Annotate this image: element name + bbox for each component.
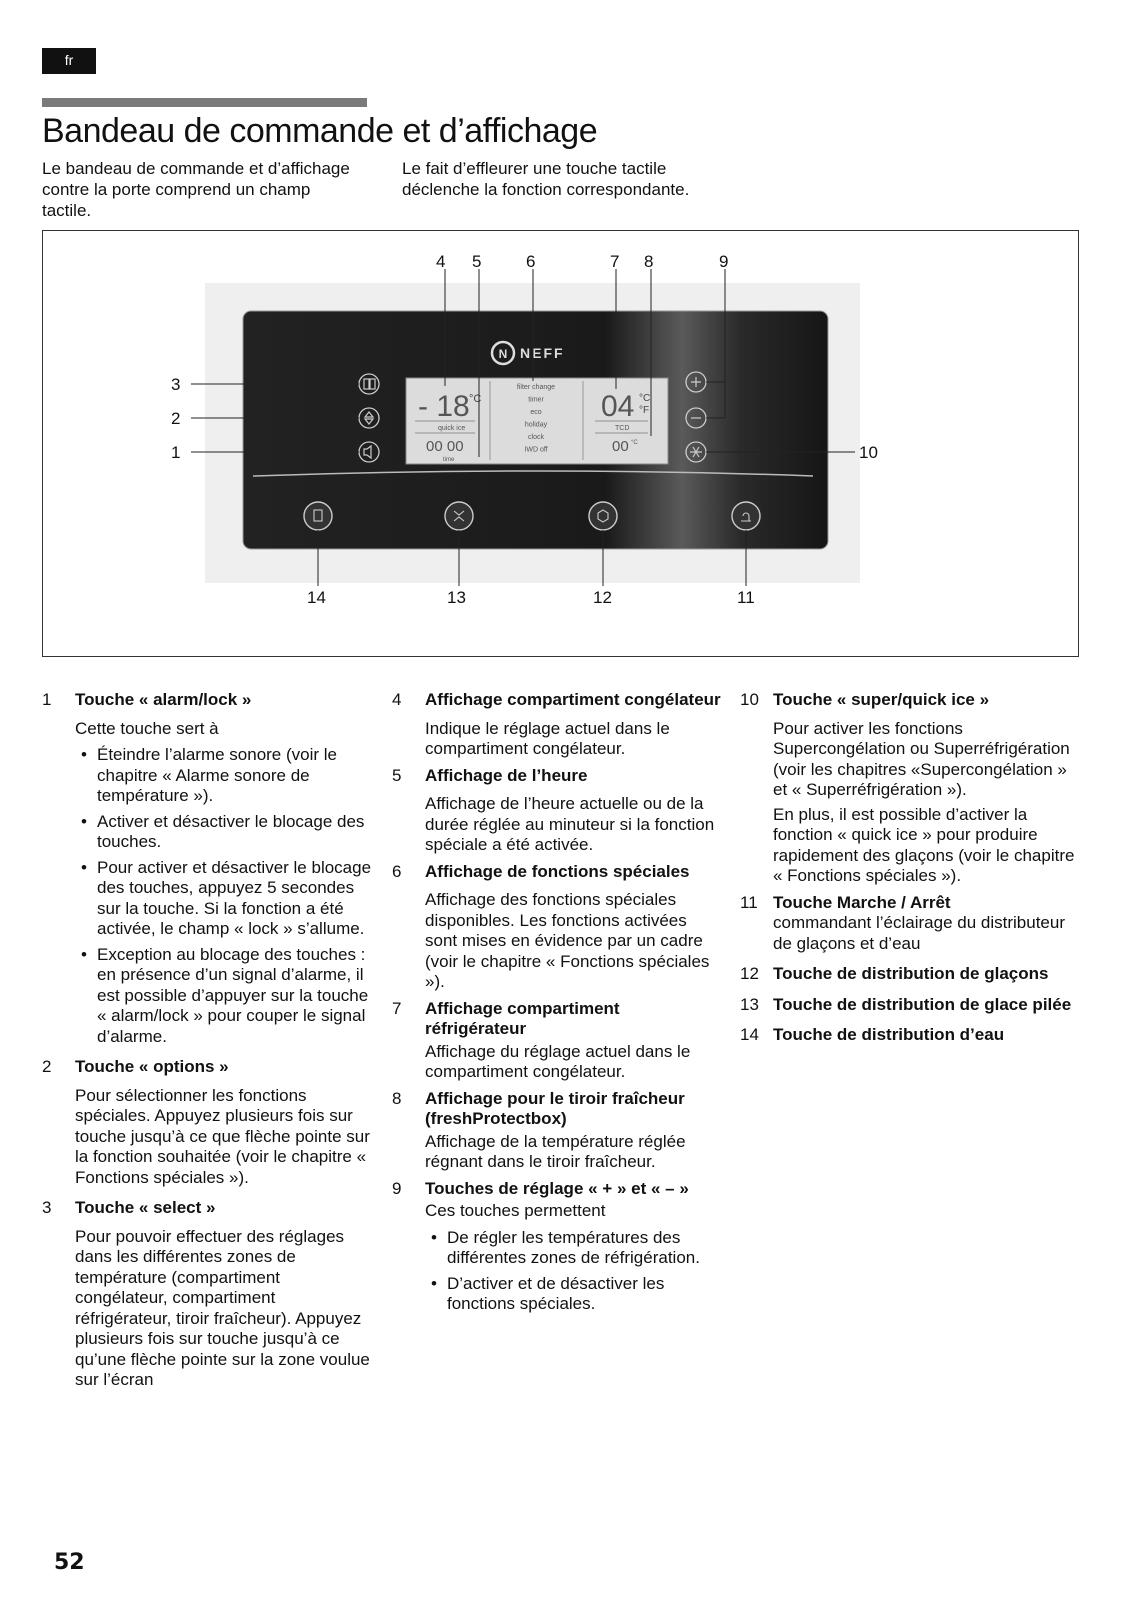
intro-left: Le bandeau de commande et d’affichage contre la porte comprend un champ tactile. bbox=[42, 159, 350, 220]
item-9 bbox=[392, 1179, 722, 1315]
callout-14: 14 bbox=[307, 588, 326, 607]
item-text: Pour sélectionner les fonctions spéciales. Appuyez plusieurs fois sur touche jusqu’à ce que flèche pointe sur la fonction souhaitée (voir le chapitre « Fonctions spéciales »). bbox=[75, 1085, 370, 1187]
item-text: Affichage de l’heure actuelle ou de la durée réglée au minuteur si la fonction spéciale a été activée. bbox=[425, 794, 715, 854]
item-7 bbox=[392, 999, 722, 1083]
bullet-list bbox=[75, 745, 372, 1047]
callout-12: 12 bbox=[593, 588, 612, 607]
crushed-ice-button[interactable] bbox=[445, 502, 473, 530]
special-function-label: eco bbox=[530, 409, 542, 416]
list-item: • De régler les températures des différentes zones de réfrigération. bbox=[425, 1228, 722, 1269]
water-dispenser-button[interactable] bbox=[304, 502, 332, 530]
freezer-unit: °C bbox=[469, 393, 482, 405]
special-function-label: timer bbox=[528, 396, 544, 404]
item-number: 1 bbox=[42, 690, 52, 709]
callout-6: 6 bbox=[526, 252, 536, 271]
special-function-label: holiday bbox=[524, 421, 548, 429]
special-function-label: filter change bbox=[516, 384, 556, 391]
list-item: • D’activer et de désactiver les fonctions spéciales. bbox=[425, 1274, 722, 1315]
svg-text:NEFF: NEFF bbox=[520, 345, 565, 361]
item-14 bbox=[740, 1025, 1080, 1046]
item-number: 5 bbox=[392, 765, 402, 785]
item-11 bbox=[740, 893, 1080, 955]
page-title: Bandeau de commande et d’affichage bbox=[42, 112, 598, 150]
language-tag: fr bbox=[42, 48, 96, 74]
item-10 bbox=[740, 690, 1080, 887]
time-value: 00 00 bbox=[426, 438, 464, 455]
item-title: Affichage compartiment réfrigérateur bbox=[425, 998, 620, 1038]
item-title: Affichage de fonctions spéciales bbox=[425, 861, 690, 881]
item-number: 10 bbox=[740, 690, 759, 709]
page-number: 52 bbox=[54, 1550, 85, 1575]
item-title: Touche de distribution d’eau bbox=[773, 1025, 1005, 1044]
callout-9: 9 bbox=[719, 252, 729, 271]
callout-13: 13 bbox=[447, 588, 466, 607]
item-title: Touche de distribution de glace pilée bbox=[773, 994, 1072, 1014]
item-text: Affichage de la température réglée régnant dans le tiroir fraîcheur. bbox=[425, 1131, 686, 1171]
item-title: Touche « select » bbox=[75, 1198, 216, 1217]
item-text: Indique le réglage actuel dans le compartiment congélateur. bbox=[425, 718, 670, 758]
item-text: commandant l’éclairage du distributeur de glaçons et d’eau bbox=[773, 913, 1065, 953]
item-2 bbox=[42, 1057, 372, 1188]
tcd-value: 00 bbox=[612, 438, 629, 455]
intro-right: Le fait d’effleurer une touche tactile déclenche la fonction correspondante. bbox=[402, 159, 690, 199]
control-panel-figure bbox=[42, 230, 1079, 657]
item-5 bbox=[392, 766, 722, 856]
callout-1: 1 bbox=[171, 443, 181, 462]
unit-fahrenheit: °F bbox=[639, 405, 650, 416]
item-title: Affichage compartiment congélateur bbox=[425, 690, 721, 709]
bullet-list bbox=[425, 1228, 722, 1315]
list-item: • Éteindre l’alarme sonore (voir le chapitre « Alarme sonore de température »). bbox=[75, 745, 372, 807]
item-number: 13 bbox=[740, 994, 759, 1014]
item-title: Affichage pour le tiroir fraîcheur (freshProtectbox) bbox=[425, 1088, 685, 1128]
item-1 bbox=[42, 690, 372, 1047]
special-function-label: clock bbox=[528, 434, 544, 441]
callout-3: 3 bbox=[171, 375, 181, 394]
item-number: 3 bbox=[42, 1198, 52, 1217]
item-text: Pour pouvoir effectuer des réglages dans les différentes zones de température (compartiment congélateur, compartiment réfrigérateur, tiroir fraîcheur). Appuyez plusieurs fois sur touche jusqu’à ce qu’une flèche pointe sur la zone voulue sur l’écran bbox=[75, 1226, 370, 1389]
item-title: Touches de réglage « + » et « – » bbox=[425, 1178, 689, 1198]
item-title: Touche « alarm/lock » bbox=[75, 690, 252, 709]
column-2 bbox=[392, 690, 722, 1320]
header-rule bbox=[42, 98, 367, 107]
callout-8: 8 bbox=[644, 252, 654, 271]
item-number: 7 bbox=[392, 998, 402, 1018]
quick-ice-label: quick ice bbox=[438, 425, 466, 432]
item-number: 2 bbox=[42, 1057, 52, 1076]
item-title: Touche de distribution de glaçons bbox=[773, 964, 1049, 983]
tcd-unit: °C bbox=[631, 440, 638, 446]
fridge-temp: 04 bbox=[601, 390, 635, 423]
item-title: Touche « super/quick ice » bbox=[773, 690, 990, 709]
item-text: Pour activer les fonctions Supercongélation ou Superréfrigération (voir les chapitres «Supercongélation » et « Superréfrigération »). bbox=[773, 718, 1070, 799]
ice-cubes-button[interactable] bbox=[589, 502, 617, 530]
callout-2: 2 bbox=[171, 409, 181, 428]
callout-7: 7 bbox=[610, 252, 620, 271]
freezer-temp: - 18 bbox=[418, 390, 470, 423]
item-title: Touche Marche / Arrêt bbox=[773, 892, 951, 912]
tcd-label: TCD bbox=[615, 425, 630, 432]
item-text: Cette touche sert à bbox=[75, 718, 219, 738]
item-number: 8 bbox=[392, 1088, 402, 1108]
column-3 bbox=[740, 690, 1080, 1046]
item-number: 11 bbox=[740, 892, 758, 912]
item-text: Affichage du réglage actuel dans le compartiment congélateur. bbox=[425, 1041, 691, 1081]
callout-4: 4 bbox=[436, 252, 446, 271]
svg-text:N: N bbox=[498, 347, 508, 361]
item-title: Touche « options » bbox=[75, 1057, 229, 1076]
callout-5: 5 bbox=[472, 252, 482, 271]
callout-11: 11 bbox=[737, 588, 755, 607]
item-number: 4 bbox=[392, 690, 402, 709]
control-panel-diagram bbox=[43, 231, 1078, 656]
dispenser-light-button[interactable] bbox=[732, 502, 760, 530]
unit-celsius: °C bbox=[639, 393, 651, 404]
item-text: Ces touches permettent bbox=[425, 1201, 606, 1220]
item-12 bbox=[740, 964, 1080, 985]
callout-10: 10 bbox=[859, 443, 878, 462]
item-4 bbox=[392, 690, 722, 760]
item-number: 12 bbox=[740, 964, 759, 983]
item-text: En plus, il est possible d’activer la fonction « quick ice » pour produire rapidement des glaçons (voir le chapitre « Fonctions spéciales »). bbox=[773, 804, 1075, 885]
item-number: 14 bbox=[740, 1025, 759, 1044]
item-number: 6 bbox=[392, 861, 402, 881]
item-13 bbox=[740, 995, 1080, 1016]
item-6 bbox=[392, 862, 722, 993]
item-number: 9 bbox=[392, 1178, 402, 1198]
item-title: Affichage de l’heure bbox=[425, 765, 588, 785]
special-function-label: IWD off bbox=[524, 446, 548, 454]
item-3 bbox=[42, 1198, 372, 1391]
time-label: time bbox=[443, 457, 455, 463]
list-item: • Pour activer et désactiver le blocage des touches, appuyez 5 secondes sur la touche. Si la fonction a été activée, le champ « lock » s’allume. bbox=[75, 858, 372, 940]
list-item: • Activer et désactiver le blocage des touches. bbox=[75, 812, 372, 853]
list-item: • Exception au blocage des touches : en présence d’un signal d’alarme, il est possible d’appuyer sur la touche « alarm/lock » pour couper le signal d’alarme. bbox=[75, 945, 372, 1048]
item-text: Affichage des fonctions spéciales disponibles. Les fonctions activées sont mises en évidence par un cadre (voir le chapitre « Fonctions spéciales »). bbox=[425, 890, 710, 991]
item-8 bbox=[392, 1089, 722, 1173]
column-1 bbox=[42, 690, 372, 1391]
